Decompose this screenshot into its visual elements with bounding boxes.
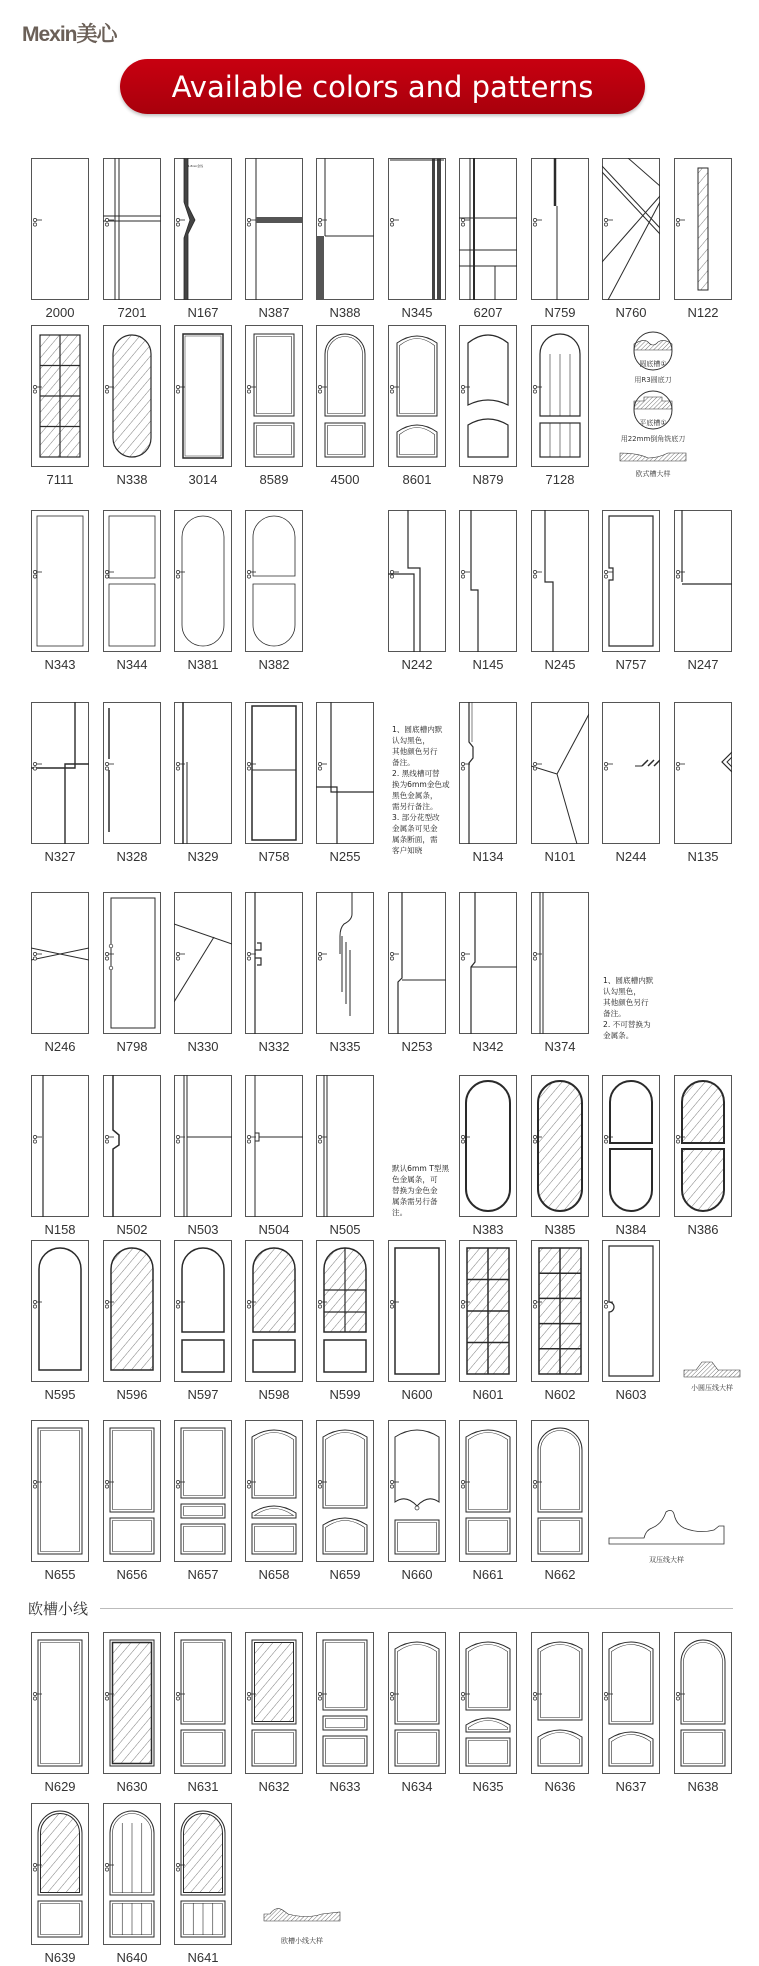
door-code-label: N381: [187, 657, 219, 672]
door-style-n345: [388, 158, 446, 320]
door-illustration: [531, 510, 589, 652]
door-style-n242: [388, 510, 446, 672]
door-code-label: N629: [44, 1779, 76, 1794]
door-style-n244: [602, 702, 660, 864]
note-line: 色金属条，可: [392, 1175, 438, 1184]
door-style-n134: [459, 702, 517, 864]
door-style-n631: [174, 1632, 232, 1794]
door-code-label: N388: [329, 305, 361, 320]
door-code-label: N503: [187, 1222, 219, 1237]
door-code-label: N798: [116, 1039, 148, 1054]
door-code-label: N327: [44, 849, 76, 864]
door-code-label: N332: [258, 1039, 290, 1054]
door-style-n633: [316, 1632, 374, 1794]
door-illustration: [174, 1420, 232, 1562]
door-style-n598: [245, 1240, 303, 1402]
door-style-2000: [31, 158, 89, 320]
door-code-label: N158: [44, 1222, 76, 1237]
door-code-label: 8589: [259, 472, 289, 487]
note-line: 3. 部分花型改: [392, 813, 440, 822]
note-line: 黑色金属条，: [392, 791, 438, 800]
door-style-n596: [103, 1240, 161, 1402]
note-line: 金属条。: [603, 1031, 634, 1040]
door-style-n657: [174, 1420, 232, 1582]
door-illustration: [103, 510, 161, 652]
door-illustration: [245, 1420, 303, 1562]
door-code-label: N385: [544, 1222, 576, 1237]
door-illustration: [316, 892, 374, 1034]
door-illustration: [531, 1075, 589, 1217]
door-code-label: N101: [544, 849, 576, 864]
euro-small-line-label: 欧槽小线大样: [281, 1937, 323, 1945]
door-code-label: N655: [44, 1567, 76, 1582]
door-style-n659: [316, 1420, 374, 1582]
euro-small-line-detail: [262, 1903, 342, 1946]
door-code-label: N640: [116, 1950, 148, 1965]
door-code-label: N329: [187, 849, 219, 864]
small-round-molding-diagram: [682, 1360, 742, 1378]
door-illustration: [31, 1240, 89, 1382]
door-style-8589: [245, 325, 303, 487]
small-round-molding-label: 小圆压线大样: [691, 1384, 733, 1392]
door-style-n638: [674, 1632, 732, 1794]
groove-note: [392, 724, 450, 856]
door-illustration: [316, 325, 374, 467]
door-code-label: N634: [401, 1779, 433, 1794]
door-illustration: [459, 892, 517, 1034]
door-code-label: N595: [44, 1387, 76, 1402]
door-style-n600: [388, 1240, 446, 1402]
door-illustration: [103, 1420, 161, 1562]
door-code-label: N382: [258, 657, 290, 672]
door-style-n255: [316, 702, 374, 864]
door-style-n135: [674, 702, 732, 864]
door-code-label: N637: [615, 1779, 647, 1794]
door-code-label: N601: [472, 1387, 504, 1402]
door-illustration: [602, 1632, 660, 1774]
door-illustration: [245, 510, 303, 652]
note-line: 换为6mm金色或: [392, 780, 450, 789]
note-line: 1、圆底槽内默: [603, 976, 654, 985]
door-code-label: N167: [187, 305, 219, 320]
door-code-label: N598: [258, 1387, 290, 1402]
door-code-label: N122: [687, 305, 719, 320]
door-style-n101: [531, 702, 589, 864]
door-illustration: [316, 702, 374, 844]
door-style-n798: [103, 892, 161, 1054]
door-code-label: N246: [44, 1039, 76, 1054]
door-illustration: [388, 158, 446, 300]
door-style-n603: [602, 1240, 660, 1402]
door-code-label: N641: [187, 1950, 219, 1965]
door-code-label: 8601: [402, 472, 432, 487]
door-illustration: [174, 1803, 232, 1945]
door-illustration: [31, 1420, 89, 1562]
door-illustration: [245, 1075, 303, 1217]
euro-small-line-diagram: [262, 1903, 342, 1923]
door-code-label: N635: [472, 1779, 504, 1794]
door-illustration: [103, 158, 161, 300]
door-illustration: [674, 510, 732, 652]
door-style-n385: [531, 1075, 589, 1237]
door-style-n122: [674, 158, 732, 320]
door-code-label: N242: [401, 657, 433, 672]
door-code-label: N335: [329, 1039, 361, 1054]
door-style-n374: [531, 892, 589, 1054]
door-style-n597: [174, 1240, 232, 1402]
note-line: 客户知晓: [392, 846, 423, 855]
door-illustration: [388, 1632, 446, 1774]
door-code-label: N602: [544, 1387, 576, 1402]
door-code-label: N656: [116, 1567, 148, 1582]
door-style-n635: [459, 1632, 517, 1794]
door-style-n599: [316, 1240, 374, 1402]
door-illustration: [245, 1240, 303, 1382]
door-illustration: [602, 158, 660, 300]
door-style-n327: [31, 702, 89, 864]
door-code-label: 7111: [46, 472, 74, 487]
door-code-label: N600: [401, 1387, 433, 1402]
door-illustration: [245, 1632, 303, 1774]
door-style-n602: [531, 1240, 589, 1402]
door-illustration: [459, 1075, 517, 1217]
door-style-n328: [103, 702, 161, 864]
door-style-3014: [174, 325, 232, 487]
round-groove-label: 圆底槽①: [639, 360, 667, 368]
door-style-n640: [103, 1803, 161, 1965]
door-code-label: N659: [329, 1567, 361, 1582]
door-illustration: [316, 1632, 374, 1774]
door-code-label: 6207: [473, 305, 503, 320]
note-line: 替换为金色金: [392, 1186, 438, 1195]
door-code-label: N504: [258, 1222, 290, 1237]
door-illustration: [388, 325, 446, 467]
door-illustration: [31, 325, 89, 467]
note-line: 属条需另行备: [392, 1197, 438, 1206]
euro-groove-label: 欧式槽大样: [635, 470, 671, 478]
door-illustration: [174, 325, 232, 467]
note-line: 默认6mm T型黑: [392, 1164, 450, 1173]
door-code-label: N879: [472, 472, 504, 487]
door-illustration: [388, 1240, 446, 1382]
door-style-7128: [531, 325, 589, 487]
door-code-label: N632: [258, 1779, 290, 1794]
door-style-n630: [103, 1632, 161, 1794]
door-code-label: N639: [44, 1950, 76, 1965]
door-style-n167: [174, 158, 232, 320]
door-code-label: N343: [44, 657, 76, 672]
door-style-n247: [674, 510, 732, 672]
door-style-n505: [316, 1075, 374, 1237]
door-illustration: [103, 325, 161, 467]
double-molding-diagram: [604, 1500, 729, 1550]
door-style-n387: [245, 158, 303, 320]
door-illustration: [103, 1240, 161, 1382]
note-line: 其他颜色另行: [603, 998, 649, 1007]
door-code-label: N374: [544, 1039, 576, 1054]
door-style-n757: [602, 510, 660, 672]
door-code-label: N134: [472, 849, 504, 864]
door-code-label: N657: [187, 1567, 219, 1582]
door-style-8601: [388, 325, 446, 487]
flat-groove-label: 平底槽①: [639, 419, 667, 427]
door-code-label: 4500: [330, 472, 360, 487]
door-code-label: N383: [472, 1222, 504, 1237]
section-heading-euro-groove: [28, 1598, 733, 1619]
door-code-label: N384: [615, 1222, 647, 1237]
door-style-n502: [103, 1075, 161, 1237]
door-illustration: [459, 1240, 517, 1382]
note-line: 2. 黑线槽可替: [392, 769, 440, 778]
note-line: 认勾黑色，: [603, 987, 641, 996]
door-code-label: N255: [329, 849, 361, 864]
door-code-label: N338: [116, 472, 148, 487]
door-style-n629: [31, 1632, 89, 1794]
door-illustration: [388, 1420, 446, 1562]
door-style-n344: [103, 510, 161, 672]
door-illustration: [602, 702, 660, 844]
door-illustration: [174, 1075, 232, 1217]
euro-groove-diagram: [618, 450, 688, 464]
double-molding-label: 双压线大样: [649, 1556, 684, 1564]
door-code-label: N633: [329, 1779, 361, 1794]
door-illustration: [531, 1420, 589, 1562]
door-code-label: 7201: [117, 305, 147, 320]
door-illustration: [103, 892, 161, 1034]
door-code-label: N328: [116, 849, 148, 864]
door-code-label: N596: [116, 1387, 148, 1402]
door-code-label: N660: [401, 1567, 433, 1582]
door-illustration: [459, 702, 517, 844]
door-illustration: [245, 158, 303, 300]
door-illustration: [459, 510, 517, 652]
note-line: 2. 不可替换为: [603, 1020, 651, 1029]
title-banner: [120, 59, 645, 114]
door-style-n384: [602, 1075, 660, 1237]
door-illustration: [31, 1632, 89, 1774]
door-illustration: [602, 1240, 660, 1382]
note-line: 注。: [392, 1208, 408, 1217]
door-illustration: [31, 702, 89, 844]
section-divider: [100, 1608, 733, 1609]
door-illustration: [31, 158, 89, 300]
door-illustration: [31, 1075, 89, 1217]
door-code-label: N342: [472, 1039, 504, 1054]
door-style-n383: [459, 1075, 517, 1237]
door-code-label: N330: [187, 1039, 219, 1054]
round-groove-tool-label: 用R3圆底刀: [634, 376, 672, 384]
door-code-label: N387: [258, 305, 290, 320]
door-style-n343: [31, 510, 89, 672]
door-code-label: N505: [329, 1222, 361, 1237]
door-illustration: [174, 892, 232, 1034]
door-code-label: N603: [615, 1387, 647, 1402]
door-illustration: [174, 1632, 232, 1774]
door-illustration: [174, 158, 232, 300]
door-code-label: N344: [116, 657, 148, 672]
door-code-label: N135: [687, 849, 719, 864]
door-style-n637: [602, 1632, 660, 1794]
door-illustration: [602, 510, 660, 652]
door-style-n329: [174, 702, 232, 864]
door-illustration: [531, 892, 589, 1034]
door-illustration: [316, 1075, 374, 1217]
door-illustration: [531, 1240, 589, 1382]
door-style-n662: [531, 1420, 589, 1582]
door-style-n641: [174, 1803, 232, 1965]
door-illustration: [316, 1420, 374, 1562]
door-style-n639: [31, 1803, 89, 1965]
door-illustration: [459, 325, 517, 467]
door-illustration: [531, 158, 589, 300]
small-round-molding-detail: [682, 1360, 742, 1393]
door-illustration: [103, 1075, 161, 1217]
door-style-n661: [459, 1420, 517, 1582]
door-illustration: [459, 1632, 517, 1774]
door-style-n660: [388, 1420, 446, 1582]
groove-profile-details: [618, 330, 688, 479]
door-style-n386: [674, 1075, 732, 1237]
door-style-n158: [31, 1075, 89, 1237]
door-illustration: [31, 892, 89, 1034]
door-illustration: [459, 1420, 517, 1562]
door-illustration: [674, 702, 732, 844]
door-illustration: [103, 1632, 161, 1774]
door-code-label: 7128: [545, 472, 575, 487]
door-code-label: N245: [544, 657, 576, 672]
door-style-n335: [316, 892, 374, 1054]
door-style-n382: [245, 510, 303, 672]
door-illustration: [174, 702, 232, 844]
door-style-7111: [31, 325, 89, 487]
door-illustration: [174, 1240, 232, 1382]
door-illustration: [602, 1075, 660, 1217]
door-style-n245: [531, 510, 589, 672]
door-style-n655: [31, 1420, 89, 1582]
door-code-label: N757: [615, 657, 647, 672]
door-illustration: [316, 158, 374, 300]
door-code-label: N631: [187, 1779, 219, 1794]
door-style-n595: [31, 1240, 89, 1402]
door-illustration: [388, 510, 446, 652]
door-style-n636: [531, 1632, 589, 1794]
round-groove-note: [603, 975, 653, 1041]
door-code-label: N636: [544, 1779, 576, 1794]
door-illustration: [459, 158, 517, 300]
door-code-label: N597: [187, 1387, 219, 1402]
door-style-n601: [459, 1240, 517, 1402]
door-illustration: [674, 1075, 732, 1217]
door-illustration: [531, 325, 589, 467]
banner-title: Available colors and patterns: [171, 69, 594, 104]
door-illustration: [31, 510, 89, 652]
door-style-n332: [245, 892, 303, 1054]
note-line: 需另行备注。: [392, 802, 438, 811]
door-style-4500: [316, 325, 374, 487]
door-code-label: N386: [687, 1222, 719, 1237]
door-style-n381: [174, 510, 232, 672]
door-style-n338: [103, 325, 161, 487]
door-code-label: N599: [329, 1387, 361, 1402]
note-line: 备注。: [603, 1009, 626, 1018]
door-code-label: N630: [116, 1779, 148, 1794]
door-illustration: [245, 892, 303, 1034]
note-line: 备注。: [392, 758, 415, 767]
door-code-label: N760: [615, 305, 647, 320]
door-code-label: 3014: [188, 472, 218, 487]
door-style-n145: [459, 510, 517, 672]
door-style-n879: [459, 325, 517, 487]
door-code-label: N253: [401, 1039, 433, 1054]
door-code-label: N145: [472, 657, 504, 672]
door-illustration: [531, 1632, 589, 1774]
door-style-n330: [174, 892, 232, 1054]
door-code-label: N658: [258, 1567, 290, 1582]
door-style-n632: [245, 1632, 303, 1794]
door-style-n503: [174, 1075, 232, 1237]
double-molding-detail: [604, 1500, 729, 1565]
door-illustration: [531, 702, 589, 844]
door-illustration: [388, 892, 446, 1034]
door-illustration: [245, 325, 303, 467]
door-style-n658: [245, 1420, 303, 1582]
door-illustration: [31, 1803, 89, 1945]
door-code-label: N345: [401, 305, 433, 320]
note-line: 认勾黑色，: [392, 736, 430, 745]
flat-groove-tool-label: 用22mm倒角铣底刀: [620, 435, 686, 443]
door-style-n758: [245, 702, 303, 864]
door-code-label: N502: [116, 1222, 148, 1237]
door-illustration: [245, 702, 303, 844]
note-line: 1、圆底槽内默: [392, 725, 443, 734]
door-style-n504: [245, 1075, 303, 1237]
note-line: 金属条可见金: [392, 824, 438, 833]
note-line: 其他颜色另行: [392, 747, 438, 756]
door-code-label: N244: [615, 849, 647, 864]
door-illustration: [103, 702, 161, 844]
door-style-n656: [103, 1420, 161, 1582]
svg-text:1.8mm金线: 1.8mm金线: [188, 164, 204, 168]
door-illustration: [674, 158, 732, 300]
door-illustration: [674, 1632, 732, 1774]
door-style-n342: [459, 892, 517, 1054]
door-illustration: [174, 510, 232, 652]
door-code-label: N759: [544, 305, 576, 320]
door-illustration: [316, 1240, 374, 1382]
door-code-label: N638: [687, 1779, 719, 1794]
door-code-label: 2000: [45, 305, 75, 320]
door-style-n253: [388, 892, 446, 1054]
metal-strip-note: [392, 1163, 449, 1218]
door-code-label: N661: [472, 1567, 504, 1582]
brand-logo: Mexin美心: [22, 23, 117, 46]
door-code-label: N247: [687, 657, 719, 672]
door-style-n759: [531, 158, 589, 320]
door-style-6207: [459, 158, 517, 320]
door-illustration: [103, 1803, 161, 1945]
door-code-label: N662: [544, 1567, 576, 1582]
door-style-7201: [103, 158, 161, 320]
door-style-n634: [388, 1632, 446, 1794]
door-code-label: N758: [258, 849, 290, 864]
door-style-n760: [602, 158, 660, 320]
note-line: 属条断面，需: [392, 835, 438, 844]
section-title: 欧槽小线: [28, 1600, 89, 1618]
door-style-n246: [31, 892, 89, 1054]
door-style-n388: [316, 158, 374, 320]
